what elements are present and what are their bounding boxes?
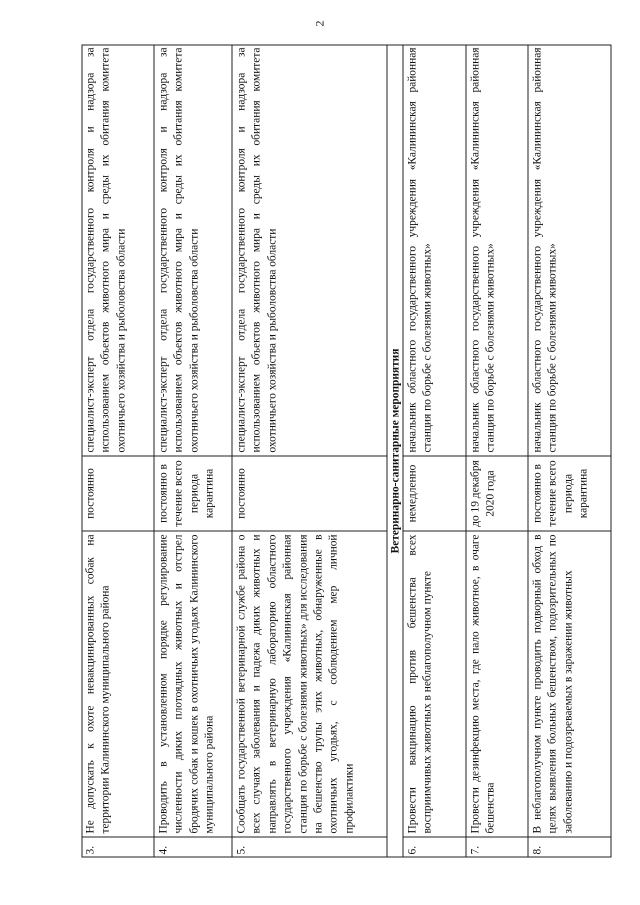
row-number: 8. — [531, 845, 544, 854]
row-action: Проводить в установленном порядке регулирование численности диких плотоядных животных и отстрел бродячих собак и кошек в охотничьих угодьях Калининского муниципального района — [157, 534, 216, 833]
row-term: постоянно в течение всего периода карантина — [157, 459, 216, 527]
column-rule — [82, 836, 388, 837]
row-responsible: специалист-эксперт отдела государственного контроля и надзора за использованием объектов животного мира и среды их обитания комитета охотничьего хозяйства и рыболовства области — [157, 47, 201, 452]
page-number: 2 — [312, 20, 327, 27]
table-row — [467, 44, 529, 857]
row-term: постоянно — [84, 467, 97, 519]
row-number: 7. — [469, 845, 482, 854]
row-action: Сообщать государственной ветеринарной службе района о всех случаях заболевания и падежа диких животных и направлять в ветеринарную лабораторию областного государственного учреждения «Калининская районная станция по борьбе с болезнями животных» для исследования на бешенство трупы этих животных, обнаруженные в охотничьих угодьях, с соблюдением мер личной профилактики — [235, 534, 356, 833]
row-responsible: начальник областного государственного учреждения «Калининская районная станция по борьбе с болезнями животных» — [406, 47, 434, 452]
row-action: В неблагополучном пункте проводить подворный обход в целях выявления больных бешенством, подозрительных по заболеванию и подозреваемых в заражении животных — [531, 534, 575, 833]
column-rule — [82, 530, 388, 531]
row-term: постоянно — [235, 467, 248, 519]
table-row — [233, 44, 388, 857]
row-number: 5. — [235, 845, 248, 854]
row-responsible: специалист-эксперт отдела государственного контроля и надзора за использованием объектов животного мира и среды их обитания комитета охотничьего хозяйства и рыболовства области — [235, 47, 279, 452]
table-row — [529, 44, 612, 857]
row-number: 4. — [157, 845, 170, 854]
column-rule — [404, 455, 612, 456]
row-action: Провести вакцинацию против бешенства всех восприимчивых животных в неблагополучном пункте — [406, 534, 434, 833]
row-term: постоянно в течение всего периода карантина — [531, 459, 590, 527]
table-row — [404, 44, 467, 857]
column-rule — [404, 530, 612, 531]
row-responsible: начальник областного государственного учреждения «Калининская районная станция по борьбе с болезнями животных» — [469, 47, 497, 452]
row-action: Не допускать к охоте невакцинированных собак на территории Калининского муниципального района — [84, 534, 112, 833]
column-rule — [82, 455, 388, 456]
row-term: до 19 декабря 2020 года — [469, 459, 497, 527]
table-row — [82, 44, 155, 857]
measures-table — [82, 44, 612, 857]
row-number: 3. — [84, 845, 97, 854]
section-heading: Ветеринарно-санитарные мероприятия — [388, 44, 404, 857]
row-action: Провести дезинфекцию места, где пало животное, в очаге бешенства — [469, 534, 497, 833]
column-rule — [404, 836, 612, 837]
row-number: 6. — [406, 845, 419, 854]
row-responsible: специалист-эксперт отдела государственного контроля и надзора за использованием объектов животного мира и среды их обитания комитета охотничьего хозяйства и рыболовства области — [84, 47, 128, 452]
row-term: немедленно — [406, 464, 419, 522]
row-responsible: начальник областного государственного учреждения «Калининская районная станция по борьбе с болезнями животных» — [531, 47, 559, 452]
table-row — [155, 44, 233, 857]
